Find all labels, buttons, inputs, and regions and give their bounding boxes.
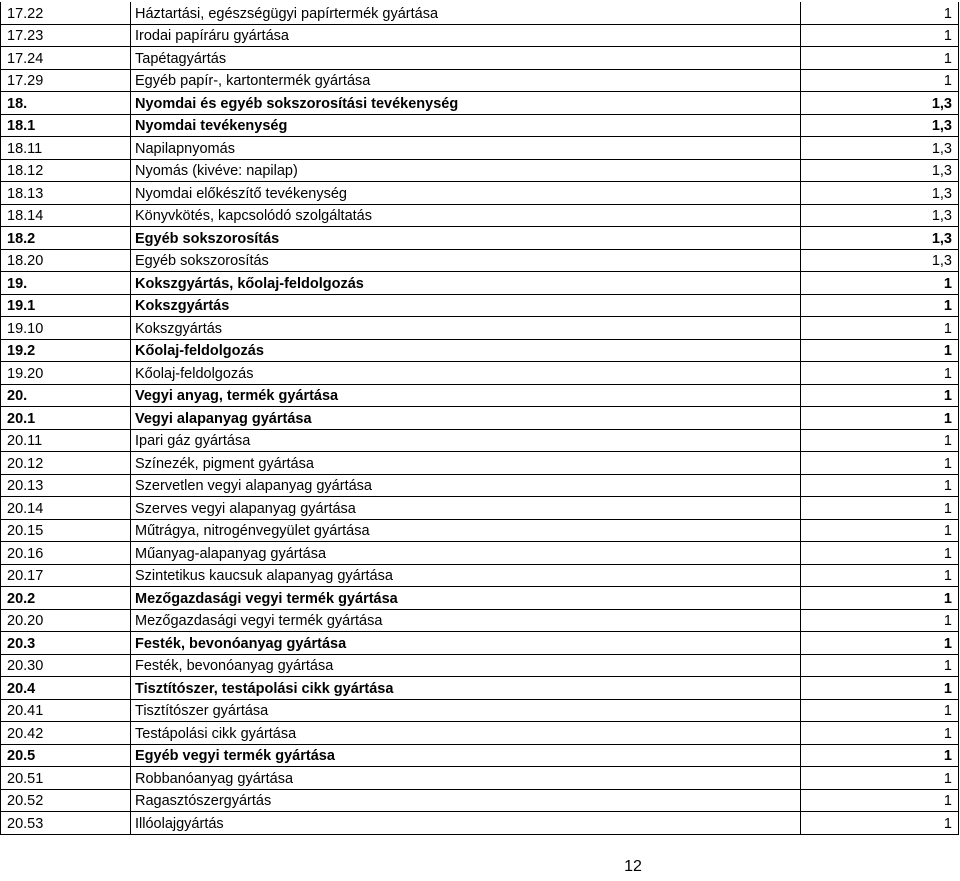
activity-name-cell: Nyomdai és egyéb sokszorosítási tevékenység [131, 92, 801, 115]
activity-code-cell: 20.1 [1, 407, 131, 430]
activity-code-cell: 19. [1, 272, 131, 295]
table-row [1, 47, 959, 70]
table-row [1, 722, 959, 745]
activity-name-cell: Irodai papíráru gyártása [131, 24, 801, 47]
activity-name-cell: Kokszgyártás [131, 317, 801, 340]
activity-name-cell: Műtrágya, nitrogénvegyület gyártása [131, 519, 801, 542]
multiplier-value-cell: 1,3 [801, 249, 959, 272]
activity-code-cell: 19.20 [1, 362, 131, 385]
multiplier-value-cell: 1 [801, 384, 959, 407]
multiplier-value-cell: 1 [801, 69, 959, 92]
activity-name-cell: Illóolajgyártás [131, 812, 801, 835]
activity-name-cell: Szintetikus kaucsuk alapanyag gyártása [131, 564, 801, 587]
activity-name-cell: Kőolaj-feldolgozás [131, 362, 801, 385]
activity-name-cell: Könyvkötés, kapcsolódó szolgáltatás [131, 204, 801, 227]
table-row [1, 339, 959, 362]
activity-code-cell: 17.23 [1, 24, 131, 47]
activity-name-cell: Nyomdai előkészítő tevékenység [131, 182, 801, 205]
activity-name-cell: Festék, bevonóanyag gyártása [131, 632, 801, 655]
table-row [1, 789, 959, 812]
activity-code-cell: 20.30 [1, 654, 131, 677]
activity-code-cell: 18.13 [1, 182, 131, 205]
multiplier-value-cell: 1 [801, 2, 959, 24]
table-row [1, 407, 959, 430]
activity-name-cell: Egyéb vegyi termék gyártása [131, 744, 801, 767]
activity-code-cell: 18.12 [1, 159, 131, 182]
activity-name-cell: Egyéb papír-, kartontermék gyártása [131, 69, 801, 92]
table-row [1, 92, 959, 115]
table-row [1, 429, 959, 452]
multiplier-value-cell: 1 [801, 519, 959, 542]
multiplier-value-cell: 1 [801, 497, 959, 520]
activity-name-cell: Robbanóanyag gyártása [131, 767, 801, 790]
table-row [1, 452, 959, 475]
table-row [1, 69, 959, 92]
activity-code-cell: 20.11 [1, 429, 131, 452]
activity-table [0, 2, 959, 835]
activity-code-cell: 17.24 [1, 47, 131, 70]
multiplier-value-cell: 1 [801, 744, 959, 767]
activity-code-cell: 17.29 [1, 69, 131, 92]
multiplier-value-cell: 1 [801, 767, 959, 790]
table-row [1, 587, 959, 610]
activity-code-cell: 20.41 [1, 699, 131, 722]
multiplier-value-cell: 1 [801, 587, 959, 610]
table-row [1, 2, 959, 24]
activity-name-cell: Kokszgyártás, kőolaj-feldolgozás [131, 272, 801, 295]
activity-name-cell: Festék, bevonóanyag gyártása [131, 654, 801, 677]
table-row [1, 519, 959, 542]
table-row [1, 609, 959, 632]
activity-code-cell: 20.2 [1, 587, 131, 610]
table-row [1, 677, 959, 700]
table-row [1, 474, 959, 497]
multiplier-value-cell: 1 [801, 812, 959, 835]
multiplier-value-cell: 1,3 [801, 227, 959, 250]
multiplier-value-cell: 1,3 [801, 159, 959, 182]
table-row [1, 497, 959, 520]
multiplier-value-cell: 1 [801, 654, 959, 677]
multiplier-value-cell: 1 [801, 362, 959, 385]
table-row [1, 114, 959, 137]
multiplier-value-cell: 1 [801, 564, 959, 587]
multiplier-value-cell: 1,3 [801, 114, 959, 137]
activity-name-cell: Nyomdai tevékenység [131, 114, 801, 137]
activity-name-cell: Szervetlen vegyi alapanyag gyártása [131, 474, 801, 497]
activity-code-cell: 20.15 [1, 519, 131, 542]
table-row [1, 654, 959, 677]
table-row [1, 542, 959, 565]
activity-name-cell: Műanyag-alapanyag gyártása [131, 542, 801, 565]
table-row [1, 632, 959, 655]
multiplier-value-cell: 1 [801, 294, 959, 317]
activity-code-cell: 19.2 [1, 339, 131, 362]
activity-code-cell: 18.20 [1, 249, 131, 272]
activity-name-cell: Színezék, pigment gyártása [131, 452, 801, 475]
table-row [1, 317, 959, 340]
multiplier-value-cell: 1 [801, 452, 959, 475]
activity-code-cell: 17.22 [1, 2, 131, 24]
activity-name-cell: Ragasztószergyártás [131, 789, 801, 812]
activity-name-cell: Mezőgazdasági vegyi termék gyártása [131, 609, 801, 632]
multiplier-value-cell: 1 [801, 317, 959, 340]
multiplier-value-cell: 1 [801, 474, 959, 497]
table-row [1, 159, 959, 182]
multiplier-value-cell: 1 [801, 722, 959, 745]
multiplier-value-cell: 1 [801, 272, 959, 295]
activity-name-cell: Egyéb sokszorosítás [131, 249, 801, 272]
table-row [1, 204, 959, 227]
page-number: 12 [624, 858, 642, 875]
activity-code-cell: 20.53 [1, 812, 131, 835]
activity-code-cell: 20.14 [1, 497, 131, 520]
table-row [1, 294, 959, 317]
activity-code-cell: 20.16 [1, 542, 131, 565]
table-row [1, 744, 959, 767]
activity-name-cell: Háztartási, egészségügyi papírtermék gyártása [131, 2, 801, 24]
table-row [1, 182, 959, 205]
table-row [1, 272, 959, 295]
activity-name-cell: Vegyi anyag, termék gyártása [131, 384, 801, 407]
activity-code-cell: 20.13 [1, 474, 131, 497]
activity-name-cell: Tapétagyártás [131, 47, 801, 70]
multiplier-value-cell: 1,3 [801, 182, 959, 205]
activity-code-cell: 20.12 [1, 452, 131, 475]
activity-code-cell: 19.10 [1, 317, 131, 340]
multiplier-value-cell: 1 [801, 339, 959, 362]
multiplier-value-cell: 1 [801, 542, 959, 565]
activity-name-cell: Tisztítószer gyártása [131, 699, 801, 722]
multiplier-value-cell: 1 [801, 677, 959, 700]
activity-name-cell: Tisztítószer, testápolási cikk gyártása [131, 677, 801, 700]
multiplier-value-cell: 1,3 [801, 92, 959, 115]
table-row [1, 249, 959, 272]
table-row [1, 699, 959, 722]
activity-code-cell: 20.42 [1, 722, 131, 745]
activity-code-cell: 19.1 [1, 294, 131, 317]
table-row [1, 137, 959, 160]
multiplier-value-cell: 1 [801, 429, 959, 452]
multiplier-value-cell: 1 [801, 407, 959, 430]
multiplier-value-cell: 1,3 [801, 204, 959, 227]
table-row [1, 227, 959, 250]
activity-code-cell: 20.51 [1, 767, 131, 790]
activity-name-cell: Nyomás (kivéve: napilap) [131, 159, 801, 182]
activity-name-cell: Kőolaj-feldolgozás [131, 339, 801, 362]
activity-code-cell: 18. [1, 92, 131, 115]
multiplier-value-cell: 1 [801, 789, 959, 812]
table-row [1, 564, 959, 587]
multiplier-value-cell: 1 [801, 24, 959, 47]
multiplier-value-cell: 1,3 [801, 137, 959, 160]
activity-code-cell: 20.4 [1, 677, 131, 700]
activity-code-cell: 20.3 [1, 632, 131, 655]
table-row [1, 24, 959, 47]
activity-name-cell: Szerves vegyi alapanyag gyártása [131, 497, 801, 520]
activity-code-cell: 20.17 [1, 564, 131, 587]
activity-code-cell: 18.1 [1, 114, 131, 137]
activity-code-cell: 20.5 [1, 744, 131, 767]
activity-code-cell: 20. [1, 384, 131, 407]
table-row [1, 812, 959, 835]
activity-code-cell: 20.52 [1, 789, 131, 812]
activity-name-cell: Testápolási cikk gyártása [131, 722, 801, 745]
activity-code-cell: 18.11 [1, 137, 131, 160]
activity-name-cell: Napilapnyomás [131, 137, 801, 160]
activity-table-body [1, 2, 959, 834]
multiplier-value-cell: 1 [801, 47, 959, 70]
activity-name-cell: Egyéb sokszorosítás [131, 227, 801, 250]
multiplier-value-cell: 1 [801, 632, 959, 655]
table-row [1, 362, 959, 385]
activity-code-cell: 18.2 [1, 227, 131, 250]
multiplier-value-cell: 1 [801, 609, 959, 632]
activity-name-cell: Kokszgyártás [131, 294, 801, 317]
activity-code-cell: 20.20 [1, 609, 131, 632]
activity-name-cell: Vegyi alapanyag gyártása [131, 407, 801, 430]
activity-name-cell: Ipari gáz gyártása [131, 429, 801, 452]
activity-code-cell: 18.14 [1, 204, 131, 227]
table-row [1, 384, 959, 407]
table-row [1, 767, 959, 790]
activity-name-cell: Mezőgazdasági vegyi termék gyártása [131, 587, 801, 610]
multiplier-value-cell: 1 [801, 699, 959, 722]
